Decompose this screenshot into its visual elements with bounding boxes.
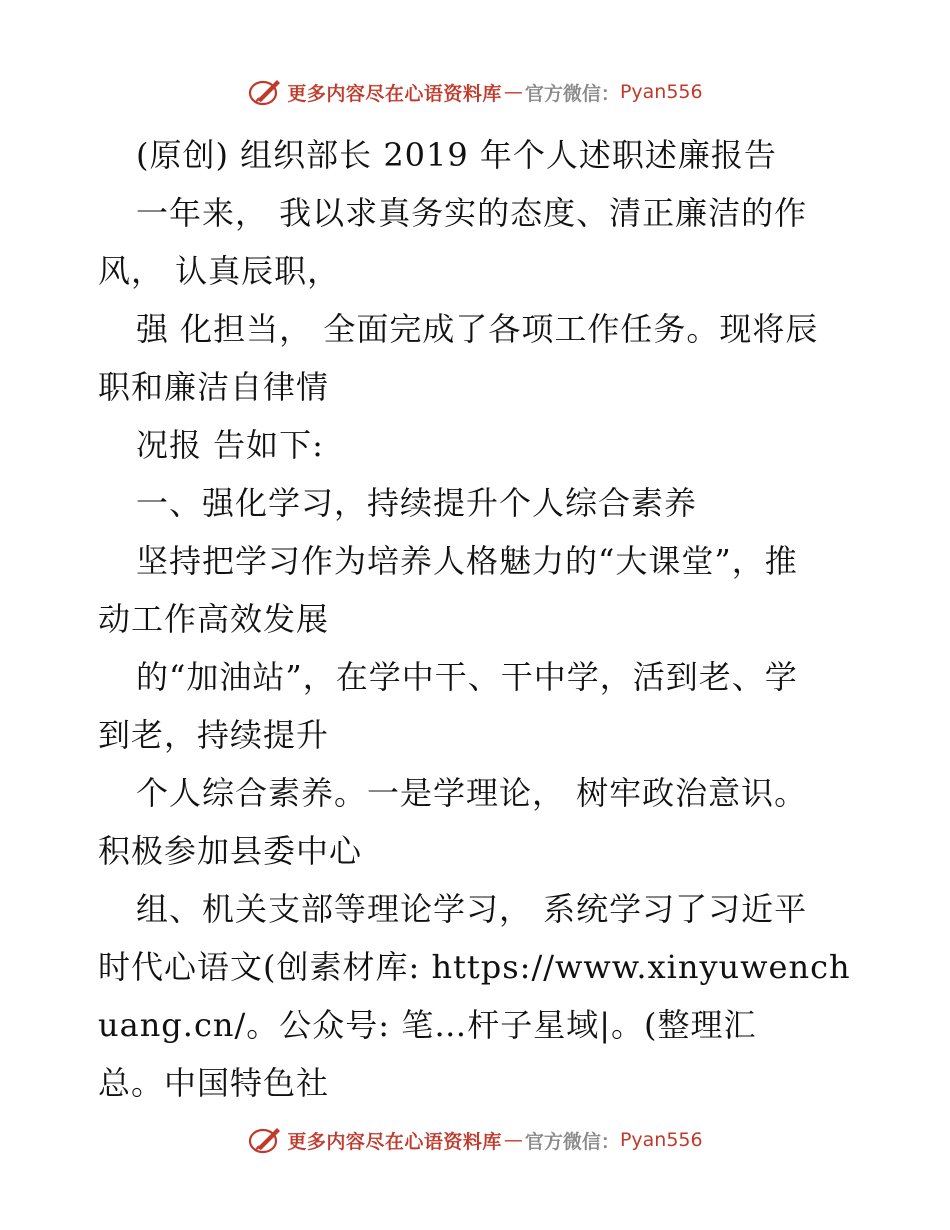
text-line: 职和廉洁自律情 <box>98 368 330 406</box>
text-line: 个人综合素养。一是学理论， 树牢政治意识。 <box>136 774 808 812</box>
text-line: 风， 认真辰职， <box>98 252 341 290</box>
banner-wechat-id: Pyan556 <box>619 81 703 103</box>
text-line: 动工作高效发展 <box>98 600 330 638</box>
text-line: 况报 告如下: <box>136 426 324 464</box>
header-watermark-banner <box>0 72 950 112</box>
banner-separator: — <box>503 81 523 103</box>
banner-text: 更多内容尽在心语资料库 <box>287 1130 502 1153</box>
text-line: 强 化担当， 全面完成了各项工作任务。现将辰 <box>136 310 819 348</box>
text-line: 坚持把学习作为培养人格魅力的“大课堂”，推 <box>136 542 798 580</box>
section-heading: 一、强化学习，持续提升个人综合素养 <box>136 484 698 522</box>
text-line: 组、机关支部等理论学习， 系统学习了习近平 <box>136 890 808 928</box>
document-title: (原创) 组织部长 2019 年个人述职述廉报告 <box>136 136 777 174</box>
text-line: 一年来， 我以求真务实的态度、清正廉洁的作 <box>136 194 808 232</box>
text-line: 时代心语文(创素材库: https://www.xinyuwench <box>98 948 851 986</box>
quill-logo-icon <box>247 76 283 108</box>
text-line: 积极参加县委中心 <box>98 832 363 870</box>
banner-label: 官方微信： <box>524 82 620 105</box>
banner-label: 官方微信： <box>524 1130 620 1153</box>
document-body <box>98 126 858 1112</box>
banner-text: 更多内容尽在心语资料库 <box>287 82 502 105</box>
text-line: 总。中国特色社 <box>98 1064 330 1102</box>
quill-logo-icon <box>247 1124 283 1156</box>
text-line: 的“加油站”，在学中干、干中学，活到老、学 <box>136 658 798 696</box>
footer-watermark-banner <box>0 1120 950 1160</box>
text-line: 到老，持续提升 <box>98 716 330 754</box>
banner-separator: — <box>503 1129 523 1151</box>
text-line: uang.cn/。公众号: 笔…杆子星域|。(整理汇 <box>98 1006 757 1044</box>
banner-wechat-id: Pyan556 <box>619 1129 703 1151</box>
